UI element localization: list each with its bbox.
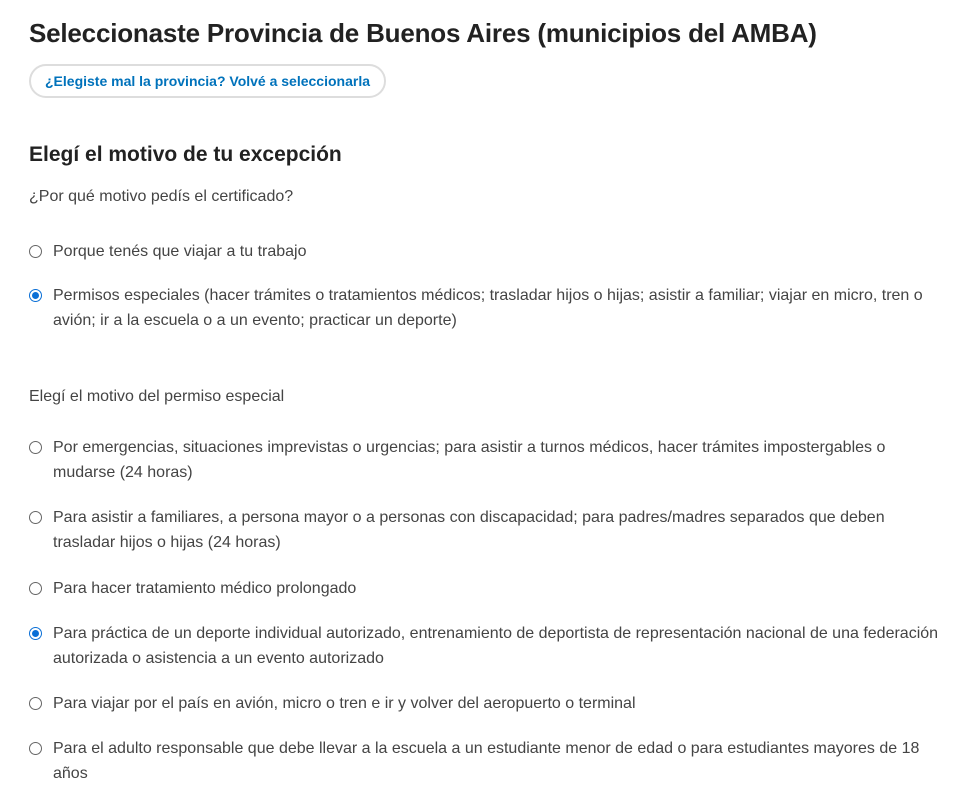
- motivo-question: ¿Por qué motivo pedís el certificado?: [29, 188, 294, 205]
- motivo-option-permisos-especiales[interactable]: [29, 284, 949, 333]
- radio-label: Permisos especiales (hacer trámites o tratamientos médicos; trasladar hijos o hijas; asistir a familiar; viajar en micro, tren o avión; ir a la escuela o a un evento; practicar un deporte): [53, 287, 923, 329]
- radio-label: Por emergencias, situaciones imprevistas o urgencias; para asistir a turnos médicos, hacer trámites impostergables o mudarse (24 horas): [53, 439, 886, 481]
- permiso-option-emergencias[interactable]: [29, 436, 949, 485]
- radio-button[interactable]: [29, 441, 42, 454]
- radio-button[interactable]: [29, 742, 42, 755]
- radio-label: Para asistir a familiares, a persona mayor o a personas con discapacidad; para padres/madres separados que deben trasladar hijos o hijas (24 horas): [53, 509, 885, 551]
- section-title: Elegí el motivo de tu excepción: [29, 143, 342, 166]
- permiso-option-deporte[interactable]: [29, 622, 949, 671]
- radio-button-selected[interactable]: [29, 289, 42, 302]
- radio-button[interactable]: [29, 511, 42, 524]
- radio-button[interactable]: [29, 245, 42, 258]
- radio-button[interactable]: [29, 697, 42, 710]
- change-province-button[interactable]: ¿Elegiste mal la provincia? Volvé a seleccionarla: [29, 64, 386, 98]
- permiso-option-viajar[interactable]: [29, 692, 949, 716]
- radio-label: Para viajar por el país en avión, micro o tren e ir y volver del aeropuerto o terminal: [53, 695, 636, 712]
- radio-label: Para práctica de un deporte individual autorizado, entrenamiento de deportista de representación nacional de una federación autorizada o asistencia a un evento autorizado: [53, 625, 939, 667]
- radio-label: Para hacer tratamiento médico prolongado: [53, 580, 357, 597]
- radio-button[interactable]: [29, 582, 42, 595]
- permiso-option-escuela[interactable]: [29, 737, 949, 786]
- radio-label: Para el adulto responsable que debe llevar a la escuela a un estudiante menor de edad o para estudiantes mayores de 18 años: [53, 740, 920, 782]
- motivo-option-trabajo[interactable]: [29, 240, 949, 264]
- radio-button-selected[interactable]: [29, 627, 42, 640]
- permiso-especial-question: Elegí el motivo del permiso especial: [29, 388, 285, 405]
- radio-label: Porque tenés que viajar a tu trabajo: [53, 243, 307, 260]
- permiso-option-familiares[interactable]: [29, 506, 949, 555]
- permiso-option-tratamiento[interactable]: [29, 577, 949, 601]
- page-title: Seleccionaste Provincia de Buenos Aires (municipios del AMBA): [29, 18, 817, 48]
